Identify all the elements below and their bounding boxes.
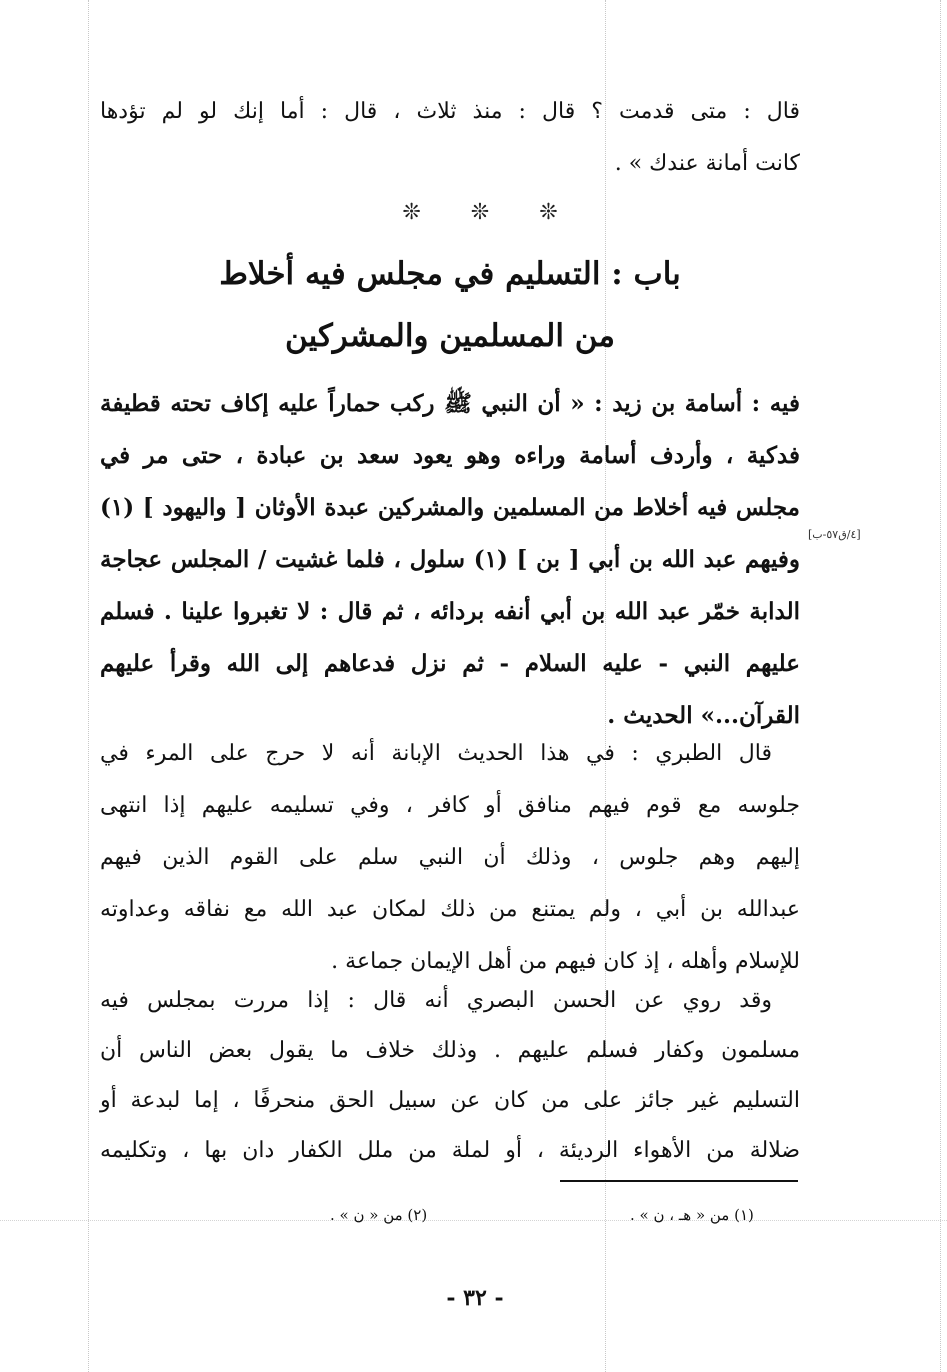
text-line: فيه : أسامة بن زيد : « أن النبي ﷺ ركب حماراً عليه إكاف تحته قطيفة bbox=[100, 390, 800, 417]
chapter-heading-line-1: باب : التسليم في مجلس فيه أخلاط bbox=[219, 256, 681, 292]
hasan-basri-paragraph bbox=[100, 976, 800, 1176]
page-number: - ٣٢ - bbox=[446, 1285, 504, 1311]
footnote-1: (١) من « هـ ، ن » . bbox=[630, 1206, 754, 1224]
hadith-paragraph bbox=[100, 378, 800, 742]
star-ornament-icon: ❊ bbox=[470, 200, 490, 225]
text-line: وفيهم عبد الله بن أبي [ بن ] (١) سلول ، فلما غشيت / المجلس عجاجة bbox=[100, 546, 800, 573]
text-line: جلوسه مع قوم فيهم منافق أو كافر ، وفي تسليمه عليهم إذا انتهى bbox=[100, 793, 800, 818]
text-line: كانت أمانة عندك » . bbox=[614, 151, 800, 176]
text-line: التسليم غير جائز على من كان عن سبيل الحق منحرفًا ، إما لبدعة أو bbox=[100, 1088, 800, 1113]
text-line: مسلمون وكفار فسلم عليهم . وذلك خلاف ما يقول بعض الناس أن bbox=[100, 1038, 800, 1063]
text-line: عبدالله بن أبي ، ولم يمتنع من ذلك لمكان عبد الله مع نفاقه وعداوته bbox=[100, 897, 800, 922]
text-line: للإسلام وأهله ، إذ كان فيهم من أهل الإيمان جماعة . bbox=[331, 949, 800, 974]
text-line: وقد روي عن الحسن البصري أنه قال : إذا مررت بمجلس فيه bbox=[100, 988, 772, 1013]
text-line: قال : متى قدمت ؟ قال : منذ ثلاث ، قال : أما إنك لو لم تؤدها bbox=[100, 99, 800, 124]
manuscript-folio-note: [٤/ق٥٧-ب] bbox=[808, 528, 861, 541]
text-line: مجلس فيه أخلاط من المسلمين والمشركين عبدة الأوثان [ واليهود ] (١) bbox=[100, 494, 800, 521]
text-line: إليهم وهم جلوس ، وذلك أن النبي سلم على القوم الذين فيهم bbox=[100, 845, 800, 870]
scan-guide-left bbox=[88, 0, 89, 1372]
scan-guide-right bbox=[940, 0, 941, 1372]
text-line: القرآن...» الحديث . bbox=[607, 702, 800, 729]
text-line: قال الطبري : في هذا الحديث الإبانة أنه لا حرج على المرء في bbox=[100, 741, 772, 766]
paragraph-1 bbox=[100, 86, 800, 190]
chapter-heading-line-2: من المسلمين والمشركين bbox=[285, 318, 615, 354]
tabari-paragraph bbox=[100, 728, 800, 988]
text-line: عليهم النبي - عليه السلام - ثم نزل فدعاهم إلى الله وقرأ عليهم bbox=[100, 650, 800, 677]
text-line: ضلالة من الأهواء الرديئة ، أو لملة من ملل الكفار دان بها ، وتكليمه bbox=[100, 1138, 800, 1163]
scan-guide-horizontal bbox=[0, 1220, 947, 1221]
star-ornament-icon: ❊ bbox=[539, 200, 558, 225]
section-separator bbox=[350, 200, 610, 225]
text-line: الدابة خمّر عبد الله بن أبي أنفه بردائه ، ثم قال : لا تغبروا علينا . فسلم bbox=[100, 598, 800, 625]
footnote-2: (٢) من « ن » . bbox=[330, 1206, 428, 1224]
star-ornament-icon: ❊ bbox=[402, 200, 421, 225]
footnote-divider bbox=[560, 1180, 798, 1182]
text-line: فدكية ، وأردف أسامة وراءه وهو يعود سعد بن عبادة ، حتى مر في bbox=[100, 442, 800, 469]
